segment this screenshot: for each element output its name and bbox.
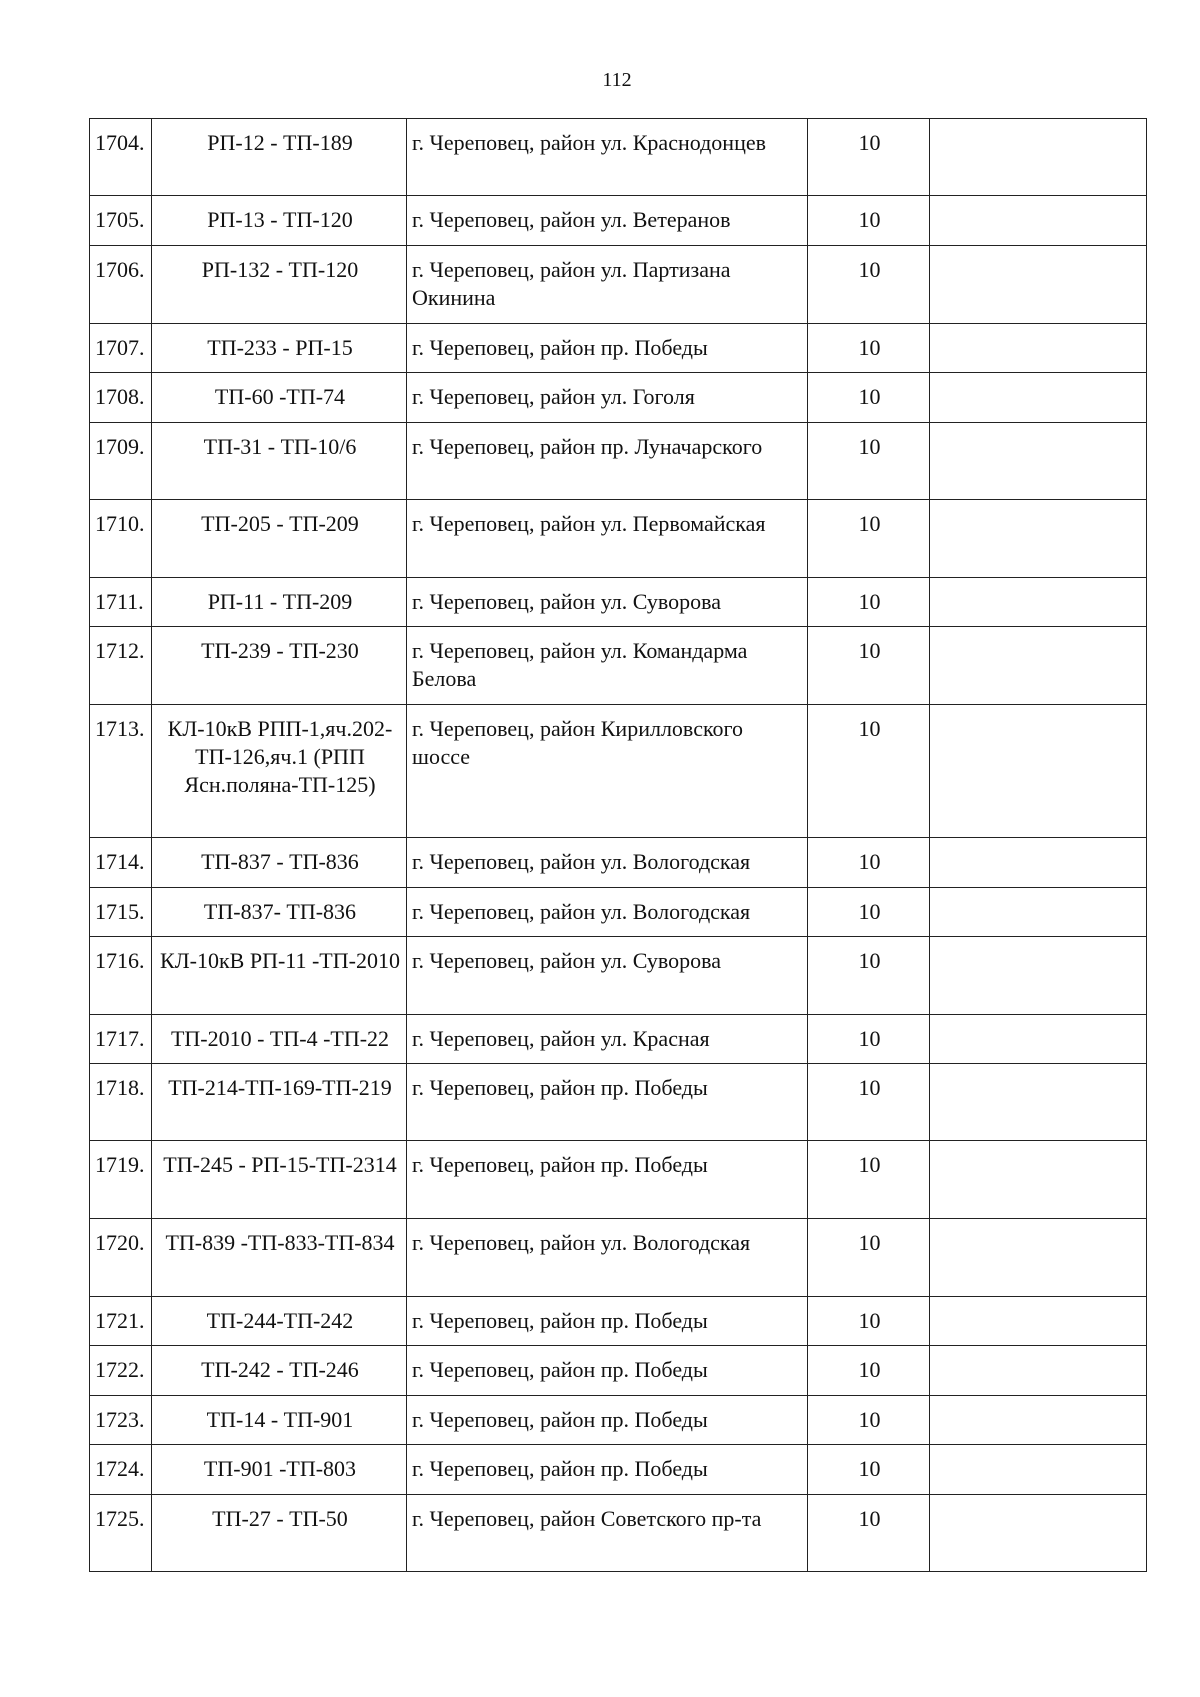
voltage-cell: 10 (808, 1015, 930, 1064)
cable-line-cell: ТП-839 -ТП-833-ТП-834 (152, 1219, 407, 1297)
note-cell (930, 838, 1147, 888)
table-row (90, 1346, 1147, 1396)
note-cell (930, 937, 1147, 1015)
note-cell (930, 1064, 1147, 1141)
voltage-cell: 10 (808, 246, 930, 324)
row-number-cell: 1723. (90, 1396, 152, 1445)
row-number-cell: 1706. (90, 246, 152, 324)
voltage-cell: 10 (808, 578, 930, 627)
voltage-cell: 10 (808, 1445, 930, 1495)
cable-line-cell: КЛ-10кВ РПП-1,яч.202-ТП-126,яч.1 (РПП Ясн.поляна-ТП-125) (152, 705, 407, 838)
voltage-cell: 10 (808, 1396, 930, 1445)
address-cell: г. Череповец, район ул. Вологодская (407, 888, 808, 937)
table-row (90, 937, 1147, 1015)
table-row (90, 324, 1147, 373)
voltage-cell: 10 (808, 1064, 930, 1141)
page-number: 112 (602, 69, 632, 91)
cable-line-cell: КЛ-10кВ РП-11 -ТП-2010 (152, 937, 407, 1015)
cable-line-cell: ТП-31 - ТП-10/6 (152, 423, 407, 500)
address-cell: г. Череповец, район Советского пр-та (407, 1495, 808, 1572)
voltage-cell: 10 (808, 1219, 930, 1297)
cable-line-cell: ТП-242 - ТП-246 (152, 1346, 407, 1396)
note-cell (930, 1495, 1147, 1572)
cable-line-cell: РП-12 - ТП-189 (152, 119, 407, 196)
note-cell (930, 373, 1147, 423)
note-cell (930, 246, 1147, 324)
voltage-cell: 10 (808, 627, 930, 705)
row-number-cell: 1707. (90, 324, 152, 373)
voltage-cell: 10 (808, 500, 930, 578)
table-row (90, 1445, 1147, 1495)
row-number-cell: 1716. (90, 937, 152, 1015)
table-row (90, 423, 1147, 500)
table-row (90, 1141, 1147, 1219)
address-cell: г. Череповец, район пр. Победы (407, 1396, 808, 1445)
row-number-cell: 1717. (90, 1015, 152, 1064)
table-row (90, 578, 1147, 627)
table-row (90, 888, 1147, 937)
row-number-cell: 1722. (90, 1346, 152, 1396)
cable-line-cell: ТП-245 - РП-15-ТП-2314 (152, 1141, 407, 1219)
cable-line-cell: ТП-244-ТП-242 (152, 1297, 407, 1346)
voltage-cell: 10 (808, 373, 930, 423)
cable-line-cell: ТП-901 -ТП-803 (152, 1445, 407, 1495)
table-row (90, 500, 1147, 578)
note-cell (930, 578, 1147, 627)
table-row (90, 1495, 1147, 1572)
voltage-cell: 10 (808, 423, 930, 500)
note-cell (930, 1396, 1147, 1445)
table-row (90, 1219, 1147, 1297)
table-row (90, 705, 1147, 838)
cable-line-cell: ТП-214-ТП-169-ТП-219 (152, 1064, 407, 1141)
table-row (90, 1297, 1147, 1346)
cable-line-cell: ТП-27 - ТП-50 (152, 1495, 407, 1572)
address-cell: г. Череповец, район ул. Гоголя (407, 373, 808, 423)
table-row (90, 119, 1147, 196)
note-cell (930, 423, 1147, 500)
cable-line-cell: РП-132 - ТП-120 (152, 246, 407, 324)
cable-line-cell: ТП-239 - ТП-230 (152, 627, 407, 705)
row-number-cell: 1718. (90, 1064, 152, 1141)
row-number-cell: 1713. (90, 705, 152, 838)
note-cell (930, 888, 1147, 937)
address-cell: г. Череповец, район пр. Победы (407, 1064, 808, 1141)
cable-line-cell: ТП-837 - ТП-836 (152, 838, 407, 888)
row-number-cell: 1714. (90, 838, 152, 888)
cable-line-cell: РП-11 - ТП-209 (152, 578, 407, 627)
table-row (90, 196, 1147, 246)
row-number-cell: 1719. (90, 1141, 152, 1219)
voltage-cell: 10 (808, 1495, 930, 1572)
table-row (90, 246, 1147, 324)
address-cell: г. Череповец, район Кирилловского шоссе (407, 705, 808, 838)
table-row (90, 1015, 1147, 1064)
note-cell (930, 196, 1147, 246)
address-cell: г. Череповец, район пр. Победы (407, 1297, 808, 1346)
voltage-cell: 10 (808, 1297, 930, 1346)
voltage-cell: 10 (808, 1141, 930, 1219)
note-cell (930, 705, 1147, 838)
address-cell: г. Череповец, район ул. Вологодская (407, 1219, 808, 1297)
voltage-cell: 10 (808, 888, 930, 937)
note-cell (930, 324, 1147, 373)
cable-line-cell: ТП-233 - РП-15 (152, 324, 407, 373)
note-cell (930, 1445, 1147, 1495)
cable-line-cell: РП-13 - ТП-120 (152, 196, 407, 246)
address-cell: г. Череповец, район ул. Ветеранов (407, 196, 808, 246)
address-cell: г. Череповец, район ул. Красная (407, 1015, 808, 1064)
address-cell: г. Череповец, район ул. Суворова (407, 578, 808, 627)
row-number-cell: 1705. (90, 196, 152, 246)
table-row (90, 838, 1147, 888)
row-number-cell: 1725. (90, 1495, 152, 1572)
cable-line-cell: ТП-60 -ТП-74 (152, 373, 407, 423)
voltage-cell: 10 (808, 838, 930, 888)
address-cell: г. Череповец, район ул. Партизана Окинина (407, 246, 808, 324)
note-cell (930, 119, 1147, 196)
table-row (90, 1064, 1147, 1141)
address-cell: г. Череповец, район пр. Победы (407, 1141, 808, 1219)
address-cell: г. Череповец, район ул. Краснодонцев (407, 119, 808, 196)
table-row (90, 627, 1147, 705)
row-number-cell: 1712. (90, 627, 152, 705)
address-cell: г. Череповец, район пр. Луначарского (407, 423, 808, 500)
note-cell (930, 1346, 1147, 1396)
address-cell: г. Череповец, район ул. Вологодская (407, 838, 808, 888)
voltage-cell: 10 (808, 937, 930, 1015)
note-cell (930, 500, 1147, 578)
row-number-cell: 1708. (90, 373, 152, 423)
voltage-cell: 10 (808, 324, 930, 373)
cable-line-cell: ТП-837- ТП-836 (152, 888, 407, 937)
row-number-cell: 1704. (90, 119, 152, 196)
note-cell (930, 1141, 1147, 1219)
cable-line-cell: ТП-2010 - ТП-4 -ТП-22 (152, 1015, 407, 1064)
note-cell (930, 1219, 1147, 1297)
note-cell (930, 1015, 1147, 1064)
row-number-cell: 1709. (90, 423, 152, 500)
voltage-cell: 10 (808, 705, 930, 838)
table-row (90, 1396, 1147, 1445)
voltage-cell: 10 (808, 196, 930, 246)
row-number-cell: 1711. (90, 578, 152, 627)
address-cell: г. Череповец, район ул. Командарма Белова (407, 627, 808, 705)
row-number-cell: 1721. (90, 1297, 152, 1346)
cable-lines-table (89, 118, 1147, 1572)
row-number-cell: 1710. (90, 500, 152, 578)
voltage-cell: 10 (808, 1346, 930, 1396)
address-cell: г. Череповец, район ул. Суворова (407, 937, 808, 1015)
row-number-cell: 1724. (90, 1445, 152, 1495)
cable-line-cell: ТП-14 - ТП-901 (152, 1396, 407, 1445)
address-cell: г. Череповец, район ул. Первомайская (407, 500, 808, 578)
cable-line-cell: ТП-205 - ТП-209 (152, 500, 407, 578)
table-row (90, 373, 1147, 423)
note-cell (930, 1297, 1147, 1346)
address-cell: г. Череповец, район пр. Победы (407, 1445, 808, 1495)
row-number-cell: 1720. (90, 1219, 152, 1297)
address-cell: г. Череповец, район пр. Победы (407, 1346, 808, 1396)
table-body (90, 119, 1147, 1572)
note-cell (930, 627, 1147, 705)
row-number-cell: 1715. (90, 888, 152, 937)
voltage-cell: 10 (808, 119, 930, 196)
address-cell: г. Череповец, район пр. Победы (407, 324, 808, 373)
